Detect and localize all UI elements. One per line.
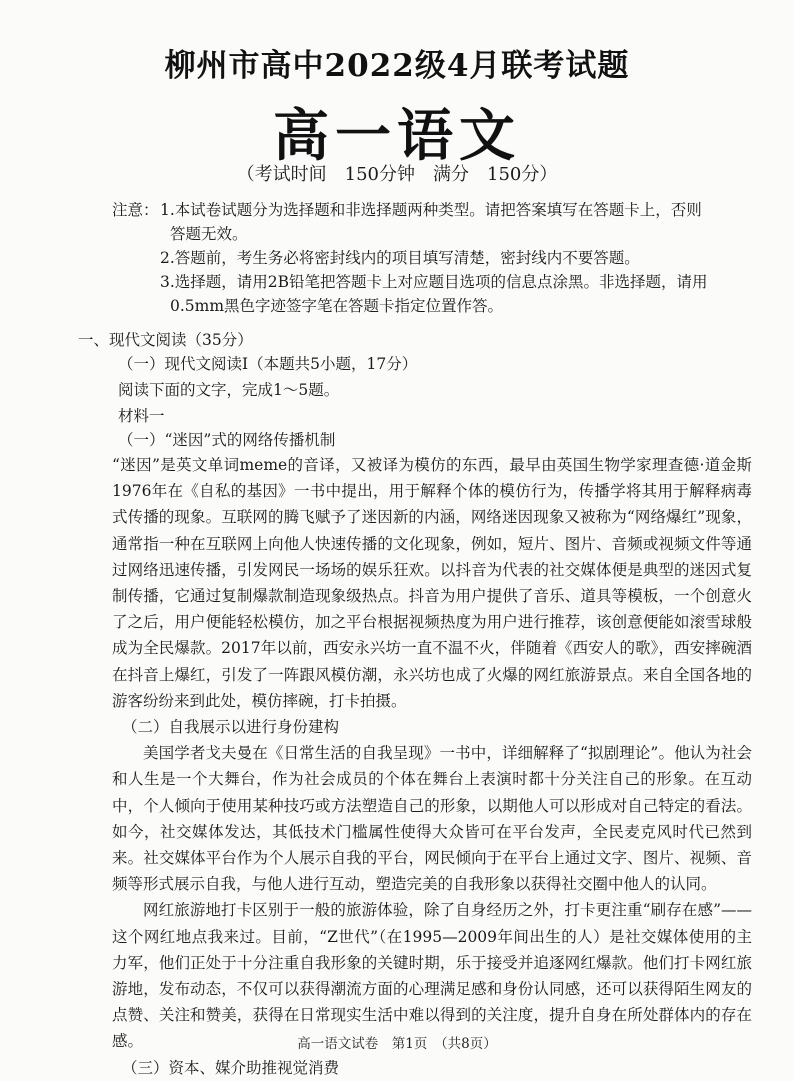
article-heading-2: （二）自我展示以进行身份建构	[122, 718, 340, 737]
section-title: 一、现代文阅读（35分）	[78, 331, 253, 349]
article-paragraph-1: “迷因”是英文单词meme的音译，又被译为模仿的东西，最早由英国生物学家理查德·道金斯1976年在《自私的基因》一书中提出，用于解释个体的模仿行为，传播学将其用于解释病毒式传播的现象。互联网的腾飞赋予了迷因新的内涵，网络迷因现象又被称为“网络爆红”现象，通常指一种在互联网上向他人快速传播的文化现象，例如，短片、图片、音频或视频文件等通过网络迅速传播，引发网民一场场的娱乐狂欢。以抖音为代表的社交媒体便是典型的迷因式复制传播，它通过复制爆款制造现象级热点。抖音为用户提供了音乐、道具等模板，一个创意火了之后，用户便能轻松模仿，加之平台根据视频热度为用户进行推荐，该创意便能如滚雪球般成为全民爆款。2017年以前，西安永兴坊一直不温不火，伴随着《西安人的歌》，西安摔碗酒在抖音上爆红，引发了一阵跟风模仿潮，永兴坊也成了火爆的网红旅游景点。来自全国各地的游客纷纷来到此处，模仿摔碗，打卡拍摄。	[112, 456, 752, 710]
material-label: 材料一	[118, 407, 165, 425]
article-body	[112, 452, 752, 1081]
section-instruction: 阅读下面的文字，完成1～5题。	[118, 381, 340, 399]
notice-item-1: 1.本试卷试题分为选择题和非选择题两种类型。请把答案填写在答题卡上，否则	[160, 201, 702, 219]
section-subtitle: （一）现代文阅读Ⅰ（本题共5小题，17分）	[118, 355, 418, 373]
page-footer: 高一语文试卷 第1页 （共8页）	[297, 1036, 497, 1052]
article-paragraph-2: 美国学者戈夫曼在《日常生活的自我呈现》一书中，详细解释了“拟剧理论”。他认为社会和人生是一个大舞台，作为社会成员的个体在舞台上表演时都十分关注自己的形象。在互动中，个人倾向于使用某种技巧或方法塑造自己的形象，以期他人可以形成对自己特定的看法。如今，社交媒体发达，其低技术门槛属性使得大众皆可在平台发声，全民麦克风时代已然到来。社交媒体平台作为个人展示自我的平台，网民倾向于在平台上通过文字、图片、视频、音频等形式展示自我，与他人进行互动，塑造完美的自我形象以获得社交圈中他人的认同。	[112, 744, 752, 894]
article-heading-3: （三）资本、媒介助推视觉消费	[122, 1058, 340, 1077]
notice-item-2: 2.答题前，考生务必将密封线内的项目填写清楚，密封线内不要答题。	[160, 249, 640, 267]
article-paragraph-3: 网红旅游地打卡区别于一般的旅游体验，除了自身经历之外，打卡更注重“刷存在感”——这个网红地点我来过。目前，“Z世代”（在1995—2009年间出生的人）是社交媒体使用的主力军，他们正处于十分注重自我形象的关键时期，乐于接受并追逐网红爆款。他们打卡网红旅游地，发布动态，不仅可以获得潮流方面的心理满足感和身份认同感，还可以获得陌生网友的点赞、关注和赞美，获得在日常现实生活中难以得到的关注度，提升自身在所处群体内的存在感。	[112, 901, 752, 1051]
article-heading-1: （一）“迷因”式的网络传播机制	[118, 431, 336, 449]
notice-row-1	[112, 198, 732, 222]
exam-info: （考试时间 150分钟 满分 150分）	[236, 164, 558, 185]
exam-title: 柳州市高中2022级4月联考试题	[164, 48, 630, 84]
notice-item-3: 3.选择题，请用2B铅笔把答题卡上对应题目选项的信息点涂黑。非选择题，请用	[160, 273, 708, 291]
subject-title: 高一语文	[273, 103, 521, 169]
notice-item-3-cont: 0.5mm黑色字迹签字笔在答题卡指定位置作答。	[170, 297, 504, 315]
notice-block	[112, 198, 732, 318]
notice-item-1-cont: 答题无效。	[170, 225, 248, 243]
notice-label: 注意：	[112, 201, 159, 219]
